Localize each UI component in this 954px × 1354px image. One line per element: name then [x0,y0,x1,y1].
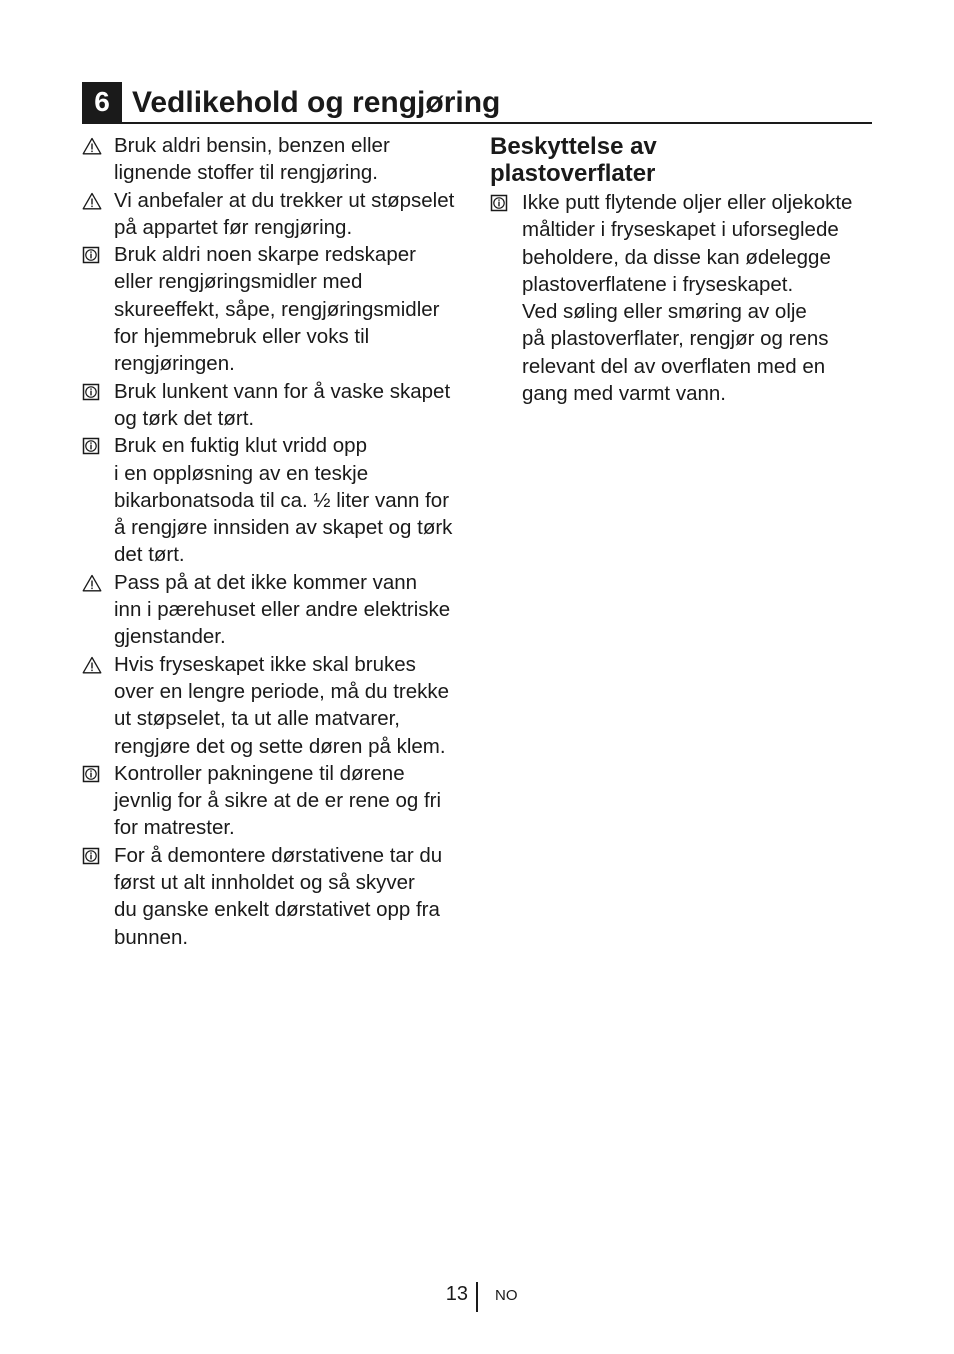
section-number: 6 [82,82,122,122]
section-header [82,82,872,124]
item-text: Vi anbefaler at du trekker ut støpselet på appartet før rengjøring. [114,188,455,239]
info-icon [82,437,102,455]
item-text: Bruk aldri noen skarpe redskaper eller rengjøringsmidler med skureeffekt, såpe, rengjøringsmidler for hjemmebruk eller voks til rengjøringen. [114,243,440,376]
maintenance-item [82,241,462,377]
item-text: For å demontere dørstativene tar du først ut alt innholdet og så skyver du ganske enkelt dørstativet opp fra bunnen. [114,843,443,949]
maintenance-item [82,378,462,433]
protection-item [490,189,870,407]
item-text: Hvis fryseskapet ikke skal brukes over en lengre periode, må du trekke ut støpselet, ta ut alle matvarer, rengjøre det og sette døren på klem. [114,652,450,758]
maintenance-item [82,760,462,842]
sub-heading: Beskyttelse av plastoverflater [490,133,657,187]
maintenance-item [82,569,462,651]
maintenance-item [82,651,462,760]
footer-divider [476,1282,478,1312]
warning-icon [82,656,102,674]
right-item-list [490,189,870,407]
maintenance-item [82,432,462,568]
language-code: NO [495,1287,518,1304]
item-text: Bruk aldri bensin, benzen eller lignende stoffer til rengjøring. [114,134,390,185]
info-icon [82,765,102,783]
page-number: 13 [445,1283,468,1305]
info-icon [82,246,102,264]
maintenance-item [82,132,462,187]
right-column [490,133,870,407]
item-text: Pass på at det ikke kommer vann inn i pærehuset eller andre elektriske gjenstander. [114,570,451,649]
item-text: Bruk en fuktig klut vridd opp i en oppløsning av en teskje bikarbonatsoda til ca. ½ liter vann for å rengjøre innsiden av skapet og tørk det tørt. [114,434,453,567]
maintenance-item [82,842,462,951]
item-text: Ikke putt flytende oljer eller oljekokte måltider i fryseskapet i uforseglede beholdere, da disse kan ødelegge plastoverflatene i fryseskapet. Ved søling eller smøring av olje på plastoverflater, rengjør og rens relevant del av overflaten med en gang med varmt vann. [522,191,853,406]
warning-icon [82,137,102,155]
warning-icon [82,192,102,210]
info-icon [82,847,102,865]
section-title: Vedlikehold og rengjøring [132,86,501,119]
info-icon [490,194,510,212]
item-text: Kontroller pakningene til dørene jevnlig for å sikre at de er rene og fri for matrester. [114,761,442,840]
item-text: Bruk lunkent vann for å vaske skapet og tørk det tørt. [114,379,451,430]
info-icon [82,383,102,401]
maintenance-item [82,187,462,242]
left-column [82,132,462,951]
warning-icon [82,574,102,592]
